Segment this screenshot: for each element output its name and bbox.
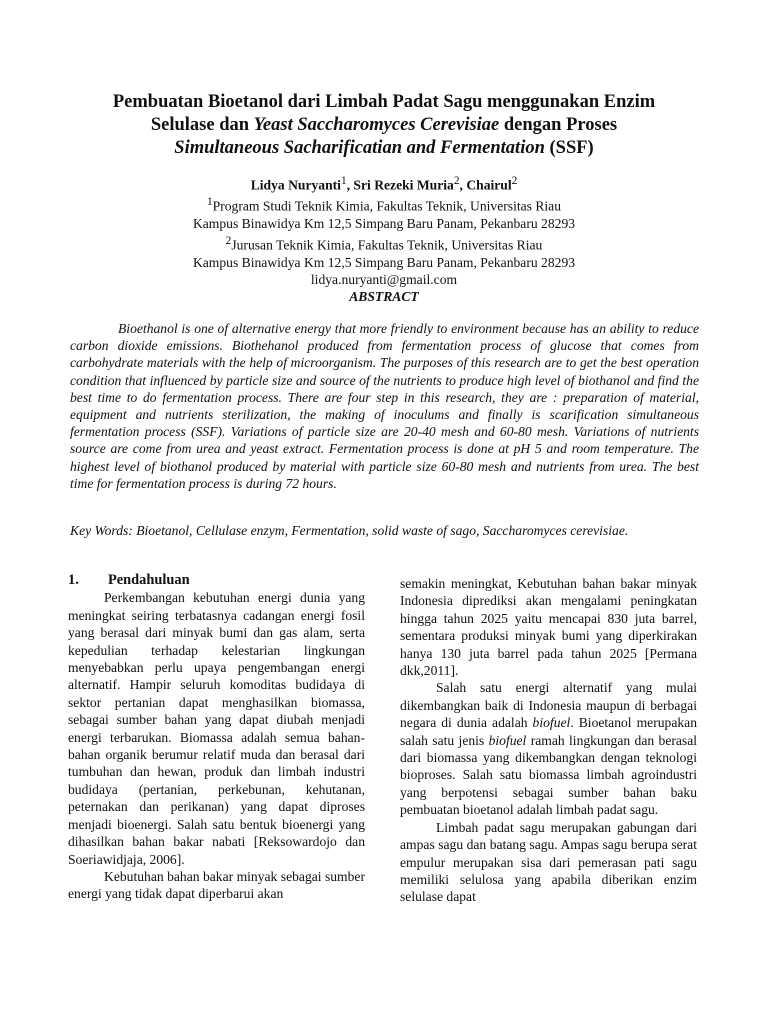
affiliation-text: Jurusan Teknik Kimia, Fakultas Teknik, Universitas Riau [231,237,543,253]
author-separator: , [346,177,354,193]
affiliation-2 [40,233,728,254]
author-names [40,173,728,194]
affiliation-marker: 1 [340,175,347,187]
author-block [40,173,728,289]
italic-term: biofuel [488,732,527,748]
address-2: Kampus Binawidya Km 12,5 Simpang Baru Panam, Pekanbaru 28293 [192,254,576,270]
title-process-italic: Simultaneous Sacharificatian and Fermentation [174,138,545,158]
section-title: Pendahuluan [108,572,190,588]
address-1: Kampus Binawidya Km 12,5 Simpang Baru Panam, Pekanbaru 28293 [192,216,576,232]
author-name: Chairul [466,177,512,193]
paragraph-text: Salah satu energi alternatif yang mulai dikembangkan baik di Indonesia maupun di berbagai negara di dunia adalah [400,680,697,731]
affiliation-1 [40,194,728,215]
section-number: 1. [68,572,79,588]
paragraph: Perkembangan kebutuhan energi dunia yang meningkat seiring terbatasnya cadangan energi fosil yang berasal dari minyak bumi dan gas alam, serta kepedulian terhadap kelestarian lingkungan menyebabkan perlu upaya pengembangan energi alternatif. Hampir seluruh komoditas budidaya di sektor pertanian dapat menghasilkan biomassa, sebagai sumber bahan yang dapat diubah menjadi energi terbarukan. Biomassa adalah semua bahan-bahan organik berumur relatif muda dan berasal dari tumbuhan dan hewan, produk dan limbah industri budidaya (pertanian, perkebunan, kehutanan, peternakan dan perikanan) yang dapat diproses menjadi bioenergi. Salah satu bentuk bioenergi yang dihasilkan bahan bakar nabati [Reksowardojo dan Soeriawidjaja, 2006]. [68,590,365,867]
title-text: dengan Proses [499,115,618,135]
affiliation-marker: 2 [511,175,518,187]
author-email: lidya.nuryanti@gmail.com [310,272,458,288]
title-text: Selulase dan [150,115,254,135]
section-heading [68,572,365,589]
title-species-italic: Yeast Saccharomyces Cerevisiae [253,115,500,135]
abstract-heading: ABSTRACT [349,289,419,304]
affiliation-text: Program Studi Teknik Kimia, Fakultas Teknik, Universitas Riau [212,198,562,214]
paragraph: Limbah padat sagu merupakan gabungan dari ampas sagu dan batang sagu. Ampas sagu berupa serat empulur merupakan sisa dari pemerasan pati sagu memiliki selulosa yang apabila diberikan enzim selulase dapat [400,819,697,905]
title-line-1: Pembuatan Bioetanol dari Limbah Padat Sagu menggunakan Enzim [112,92,656,112]
affiliation-marker: 2 [225,234,232,247]
italic-term: biofuel [532,715,571,731]
author-name: Lidya Nuryanti [250,177,341,193]
affiliation-marker: 2 [453,175,460,187]
title-line-3 [40,137,728,160]
body-column-right [400,575,697,906]
title-line-2 [40,114,728,137]
body-column-left [68,572,365,903]
author-separator: , [459,177,467,193]
paragraph-text: ramah lingkungan dan berasal dari biomassa yang dikembangkan dengan teknologi bioproses. Salah satu biomassa limbah agroindustri yang berpotensi sebagai sumber bahan baku pembuatan bioetanol adalah limbah padat sagu. [400,732,698,818]
paragraph-text: . Bioetanol merupakan salah satu jenis [400,715,697,748]
author-name: Sri Rezeki Muria [353,177,454,193]
paper-title [40,91,728,160]
paragraph: Kebutuhan bahan bakar minyak sebagai sumber energi yang tidak dapat diperbarui akan [68,868,365,902]
abstract-body: Bioethanol is one of alternative energy that more friendly to environment because has an ability to reduce carbon dioxide emissions. Biothehanol produced from fermentation process of glucose that comes from carbohydrate materials with the help of microorganism. The purposes of this research are to get the best operation condition that influenced by particle size and source of the nutrients to produce high level of biothanol and find the best time to do fermentation process. There are four step in this research, they are : preparation of material, equipment and nutrients sterilization, the making of inoculums and finally is scarification simultaneous fermentation process (SSF). Variations of particle size are 20-40 mesh and 60-80 mesh. Variations of nutrients source are come from urea and yeast extract. Fermentation process is done at pH 5 and room temperature. The highest level of biothanol produced by material with particle size 60-80 mesh and nutrients from urea. The best time for fermentation process is during 72 hours. [70,321,699,491]
keywords: Key Words: Bioetanol, Cellulase enzym, Fermentation, solid waste of sago, Saccharomyces cerevisiae. [70,523,629,538]
affiliation-marker: 1 [206,196,213,209]
paragraph [400,679,697,818]
title-abbrev: (SSF) [544,138,594,158]
paragraph: semakin meningkat, Kebutuhan bahan bakar minyak Indonesia diprediksi akan mengalami peningkatan hingga tahun 2025 yaitu mencapai 830 juta barrel, sementara produksi minyak bumi yang diperkirakan hanya 130 juta barrel pada tahun 2025 [Permana dkk,2011]. [400,576,697,679]
